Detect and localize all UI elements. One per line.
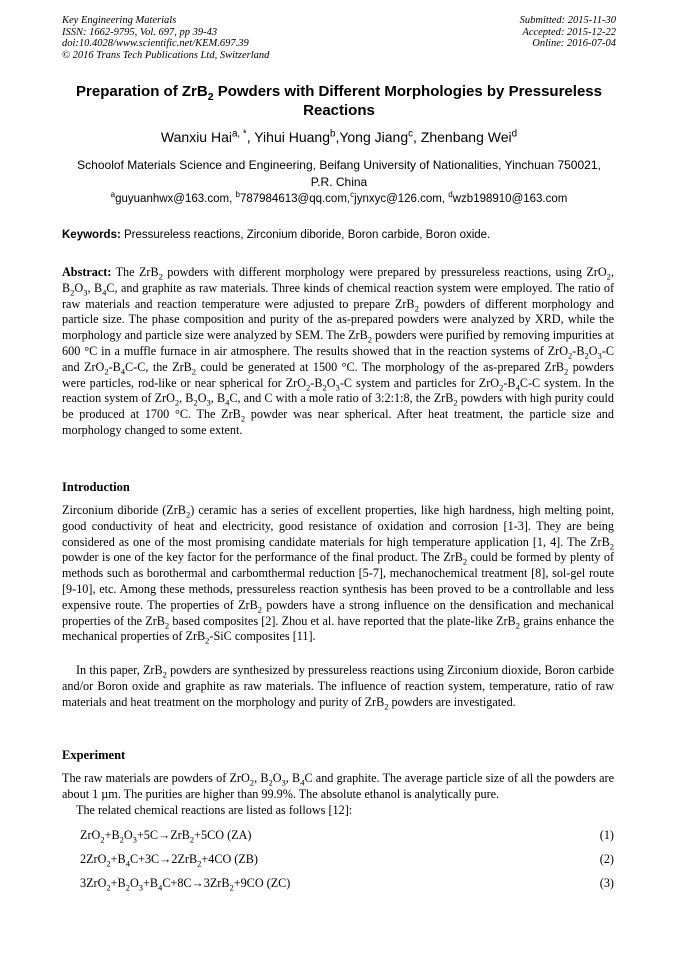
introduction-paragraph-2: In this paper, ZrB$_2$ powders are synthesized by pressureless reactions using Zirconium dioxide, Boron carbide and/or Boron oxide and graphite as raw materials. The influence of reaction system, temperature, ratio of raw materials and heat treatment on the morphology and purity of ZrB$_2$ powders are investigated.	[62, 663, 614, 712]
introduction-paragraph-1: Zirconium diboride (ZrB$_2$) ceramic has a series of excellent properties, like high hardness, high melting point, good conductivity of heat and electricity, good resistance of oxidation and corrosion [1-3]. They are being considered as one of the most promising candidate materials for high temperature application [1, 4]. The ZrB$_2$ powder is one of the key factor for the performance of the final product. The ZrB$_2$ could be formed by plenty of methods such as borothermal and carbomthermal reduction [5-7], mechanochemical treatment [8], sol-gel route [9-10], etc. Among these methods, pressureless reaction synthesis has been proved to be a controllable and less expensive route. The properties of ZrB$_2$ powders have a strong influence on the densification and mechanical properties of the ZrB$_2$ based composites [2]. Zhou et al. have reported that the plate-like ZrB$_2$ grains enhance the mechanical properties of ZrB$_2$-SiC composites [11].	[62, 503, 615, 646]
experiment-heading: Experiment	[62, 748, 126, 762]
submitted-date: Submitted: 2015-11-30	[519, 15, 616, 26]
journal-copyright: © 2016 Trans Tech Publications Ltd, Switzerland	[62, 49, 270, 61]
equation-number: (2)	[599, 852, 614, 866]
keywords-label: Keywords:	[62, 229, 121, 241]
equation-number: (3)	[599, 876, 614, 890]
affiliation: Schoolof Materials Science and Engineering, Beifang University of Nationalities, Yinchuan 750021, P.R. China	[77, 158, 601, 189]
equation-2: $2ZrO_2+B_4C+3C\to 2ZrB_2+4CO$ (ZB) (2)	[80, 852, 614, 869]
accepted-date: Accepted: 2015-12-22	[522, 26, 616, 38]
journal-info	[62, 15, 269, 61]
author-list: Wanxiu Hai$^{a, *}$, Yihui Huang$^b$,Yong Jiang$^c$, Zhenbang Wei$^d$	[160, 128, 518, 145]
journal-name: Key Engineering Materials	[62, 15, 177, 26]
journal-issn: ISSN: 1662-9795, Vol. 697, pp 39-43	[62, 26, 218, 38]
experiment-paragraph-2: The related chemical reactions are listed as follows [12]:	[76, 803, 353, 817]
abstract: Abstract: The ZrB$_2$ powders with different morphology were prepared by pressureless reactions, using ZrO$_2$, $B_2O_3$, $B_4C$, and graphite as raw materials. Three kinds of chemical reaction system were employed. The ratio of raw materials and reaction temperature were adjusted to prepare ZrB$_2$ powders of different morphology and particle size. The phase composition and purity of the as-prepared powders were analyzed by XRD, while the morphology and particle size were analyzed by SEM. The ZrB$_2$ powders were purified by removing impurities at 600 °C in a muffle furnace in air atmosphere. The results showed that in the reaction systems of $ZrO_2-B_2O_3-C$ and $ZrO_2-B_4C-C$, the ZrB$_2$ could be generated at 1500 °C. The morphology of the as-prepared ZrB$_2$ powders were particles, rod-like or near spherical for $ZrO_2-B_2O_3-C$ system and particles for $ZrO_2-B_4C-C$ system. In the reaction system of ZrO$_2$, $B_2O_3$, $B_4C$, and C with a mole ratio of 3:2:1:8, the ZrB$_2$ powders with high purity could be produced at 1700 °C. The ZrB$_2$ powder was near spherical. After heat treatment, the particle size and morphology changed to some extent.	[62, 265, 615, 437]
online-date: Online: 2016-07-04	[532, 38, 616, 50]
equation-1: $ZrO_2+B_2O_3+5C\to ZrB_2+5CO$ (ZA) (1)	[80, 828, 614, 845]
keywords: Keywords: Pressureless reactions, Zirconium diboride, Boron carbide, Boron oxide.	[62, 229, 491, 241]
author-emails: $^a$guyuanhwx@163.com, $^b$787984613@qq.com,$^c$jynxyc@126.com, $^d$wzb198910@163.com	[110, 190, 568, 205]
paper-title: Preparation of ZrB$_2$ Powders with Different Morphologies by Pressureless Reactions	[76, 83, 602, 119]
introduction-heading: Introduction	[62, 480, 130, 494]
submission-dates	[520, 15, 616, 50]
equation-number: (1)	[599, 828, 614, 842]
abstract-label: Abstract:	[62, 265, 112, 279]
journal-doi: doi:10.4028/www.scientific.net/KEM.697.39	[62, 38, 249, 50]
equation-3: $3ZrO_2+B_2O_3+B_4C+8C\to 3ZrB_2+9CO$ (ZC) (3)	[80, 876, 614, 893]
experiment-paragraph-1: The raw materials are powders of ZrO$_2$, $B_2O_3$, $B_4C$ and graphite. The average particle size of all the powders are about 1 µm. The purities are higher than 99.9%. The absolute ethanol is analytically pure.	[62, 771, 614, 801]
